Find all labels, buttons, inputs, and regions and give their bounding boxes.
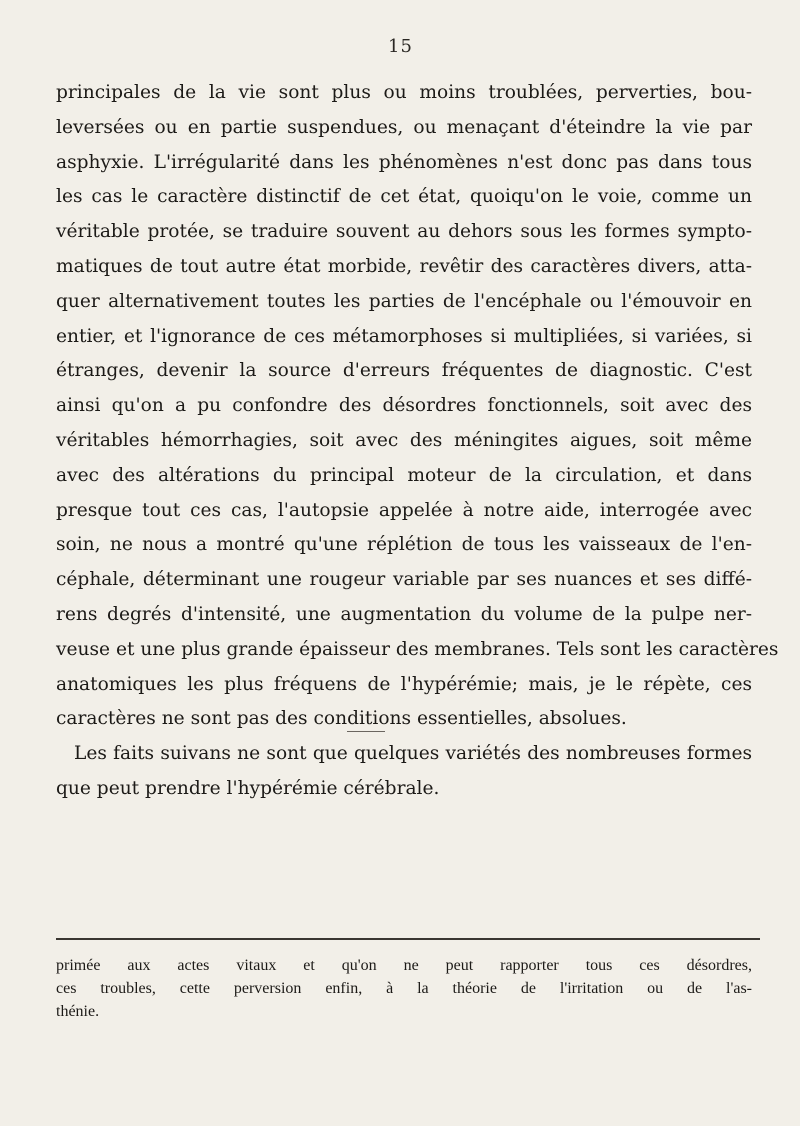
body-line: soin, ne nous a montré qu'une réplétion de tous les vaisseaux de l'en- <box>56 534 752 556</box>
body-line: véritables hémorrhagies, soit avec des méningites aigues, soit même <box>56 429 752 451</box>
body-line: rens degrés d'intensité, une augmentation du volume de la pulpe ner- <box>56 603 752 625</box>
body-text <box>56 76 779 807</box>
body-line: ainsi qu'on a pu confondre des désordres fonctionnels, soit avec des <box>56 395 752 417</box>
body-line: veuse et une plus grande épaisseur des membranes. Tels sont les caractères <box>56 638 779 660</box>
body-line: caractères ne sont pas des conditions essentielles, absolues. <box>56 708 627 730</box>
body-line: leversées ou en partie suspendues, ou menaçant d'éteindre la vie par <box>56 116 752 138</box>
body-line: les cas le caractère distinctif de cet état, quoiqu'on le voie, comme un <box>56 186 752 208</box>
body-line: presque tout ces cas, l'autopsie appelée à notre aide, interrogée avec <box>56 499 752 521</box>
body-line: étranges, devenir la source d'erreurs fréquentes de diagnostic. C'est <box>56 360 752 382</box>
body-line: entier, et l'ignorance de ces métamorphoses si multipliées, si variées, si <box>56 325 752 347</box>
body-line: avec des altérations du principal moteur de la circulation, et dans <box>56 464 752 486</box>
body-line: asphyxie. L'irrégularité dans les phénomènes n'est donc pas dans tous <box>56 151 752 173</box>
body-line: céphale, déterminant une rougeur variable par ses nuances et ses diffé- <box>56 569 752 591</box>
footnote-rule <box>56 938 760 940</box>
body-line: quer alternativement toutes les parties de l'encéphale ou l'émouvoir en <box>56 290 752 312</box>
section-divider <box>347 731 385 732</box>
body-line: que peut prendre l'hypérémie cérébrale. <box>56 777 440 799</box>
footnote-line: ces troubles, cette perversion enfin, à la théorie de l'irritation ou de l'as- <box>56 980 752 997</box>
page-number: 15 <box>388 36 413 57</box>
footnote-line: thénie. <box>56 1003 100 1020</box>
body-line: anatomiques les plus fréquens de l'hypérémie; mais, je le répète, ces <box>56 673 752 695</box>
body-line: principales de la vie sont plus ou moins troublées, perverties, bou- <box>56 82 752 103</box>
body-line: Les faits suivans ne sont que quelques variétés des nombreuses formes <box>74 743 752 765</box>
body-line: matiques de tout autre état morbide, revêtir des caractères divers, atta- <box>56 255 752 277</box>
footnote-line: primée aux actes vitaux et qu'on ne peut rapporter tous ces désordres, <box>56 957 752 974</box>
body-line: véritable protée, se traduire souvent au dehors sous les formes sympto- <box>56 221 752 243</box>
footnote <box>56 954 752 1023</box>
